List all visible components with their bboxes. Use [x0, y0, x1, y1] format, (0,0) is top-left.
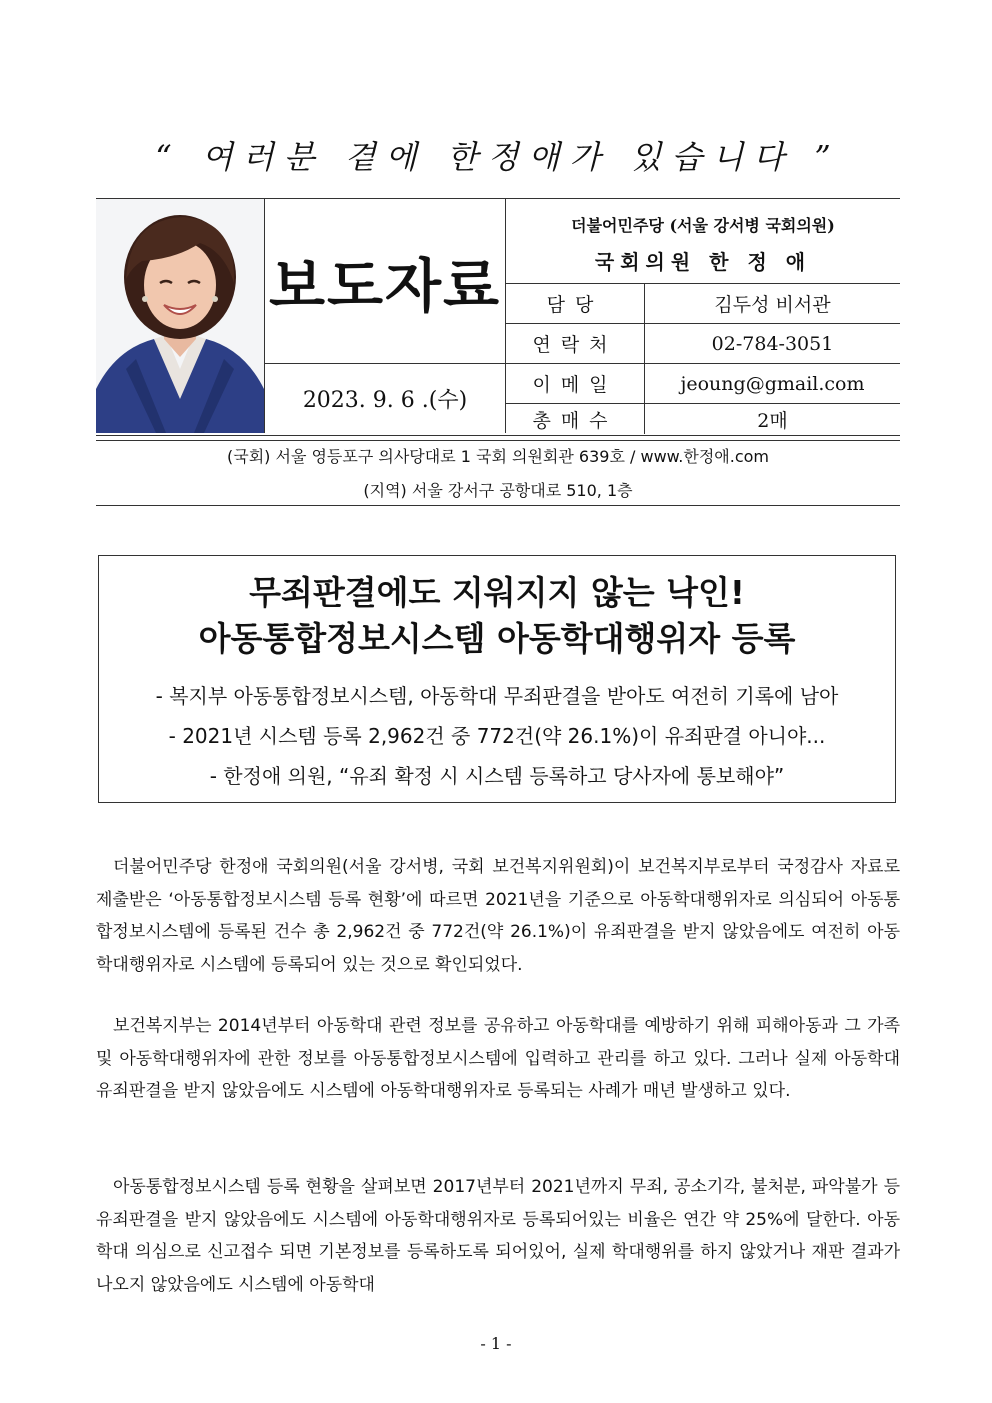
info-value: 김두성 비서관: [714, 294, 831, 316]
press-release-title: 보도자료: [268, 252, 502, 320]
info-label: 이메일: [506, 364, 645, 403]
headline-title-1: 무죄판결에도 지워지지 않는 낙인!: [249, 573, 745, 612]
body-paragraph-2: 보건복지부는 2014년부터 아동학대 관련 정보를 공유하고 아동학대를 예방하기 위해 피해아동과 그 가족 및 아동학대행위자에 관한 정보를 아동통합정보시스템에 입력하고 관리를 하고 있다. 그러나 실제 아동학대 유죄판결을 받지 않았음에도 시스템에 아동학대행위자로 등록되는 사례가 매년 발생하고 있다.: [96, 1016, 900, 1101]
release-date: 2023. 9. 6 .(수): [265, 364, 506, 433]
info-value: 2매: [757, 409, 788, 432]
info-value: jeoung@gmail.com: [680, 372, 865, 395]
info-row-contact-person: [506, 284, 900, 324]
info-label: 담당: [506, 284, 645, 323]
party-affiliation: 더불어민주당 (서울 강서병 국회의원): [571, 216, 835, 235]
page-number: - 1 -: [480, 1334, 512, 1353]
headline-sub-2: - 2021년 시스템 등록 2,962건 중 772건(약 26.1%)이 유죄판결 아니야...: [168, 724, 826, 748]
headline-box: [98, 555, 896, 803]
info-row-page-count: [506, 404, 900, 434]
address-national-assembly: (국회) 서울 영등포구 의사당대로 1 국회 의원회관 639호 / www.한정애.com: [227, 447, 769, 466]
portrait-image: [96, 199, 264, 433]
member-name: 국회의원 한 정 애: [594, 250, 812, 274]
address-divider: [96, 505, 900, 506]
info-label: 총매수: [506, 404, 645, 434]
info-row-email: [506, 364, 900, 404]
slogan: “ 여러분 곁에 한정애가 있습니다 ”: [155, 138, 841, 176]
info-label: 연락처: [506, 324, 645, 363]
press-release-title-cell: [265, 199, 506, 364]
info-row-phone: [506, 324, 900, 364]
body-paragraph-1: 더불어민주당 한정애 국회의원(서울 강서병, 국회 보건복지위원회)이 보건복지부로부터 국정감사 자료로 제출받은 ‘아동통합정보시스템 등록 현황’에 따르면 2021년을 기준으로 아동학대행위자로 의심되어 아동통합정보시스템에 등록된 건수 총 2,962건 중 772건(약 26.1%)이 유죄판결을 받지 않았음에도 여전히 아동학대행위자로 시스템에 등록되어 있는 것으로 확인되었다.: [96, 857, 900, 975]
address-local-office: (지역) 서울 강서구 공항대로 510, 1층: [363, 481, 633, 500]
info-value: 02-784-3051: [711, 332, 834, 355]
headline-sub-1: - 복지부 아동통합정보시스템, 아동학대 무죄판결을 받아도 여전히 기록에 남아: [155, 684, 839, 708]
party-cell: [506, 199, 900, 284]
press-header: [96, 198, 900, 436]
headline-sub-3: - 한정애 의원, “유죄 확정 시 시스템 등록하고 당사자에 통보해야”: [209, 764, 785, 788]
lawmaker-photo: [96, 199, 265, 433]
headline-title-2: 아동통합정보시스템 아동학대행위자 등록: [198, 619, 796, 658]
body-paragraph-3: 아동통합정보시스템 등록 현황을 살펴보면 2017년부터 2021년까지 무죄, 공소기각, 불처분, 파악불가 등 유죄판결을 받지 않았음에도 시스템에 아동학대행위자로 등록되어있는 비율은 연간 약 25%에 달한다. 아동학대 의심으로 신고접수 되면 기본정보를 등록하도록 되어있어, 실제 학대행위를 하지 않았거나 재판 결과가 나오지 않았음에도 시스템에 아동학대: [96, 1177, 900, 1295]
header-double-rule: [96, 440, 900, 441]
